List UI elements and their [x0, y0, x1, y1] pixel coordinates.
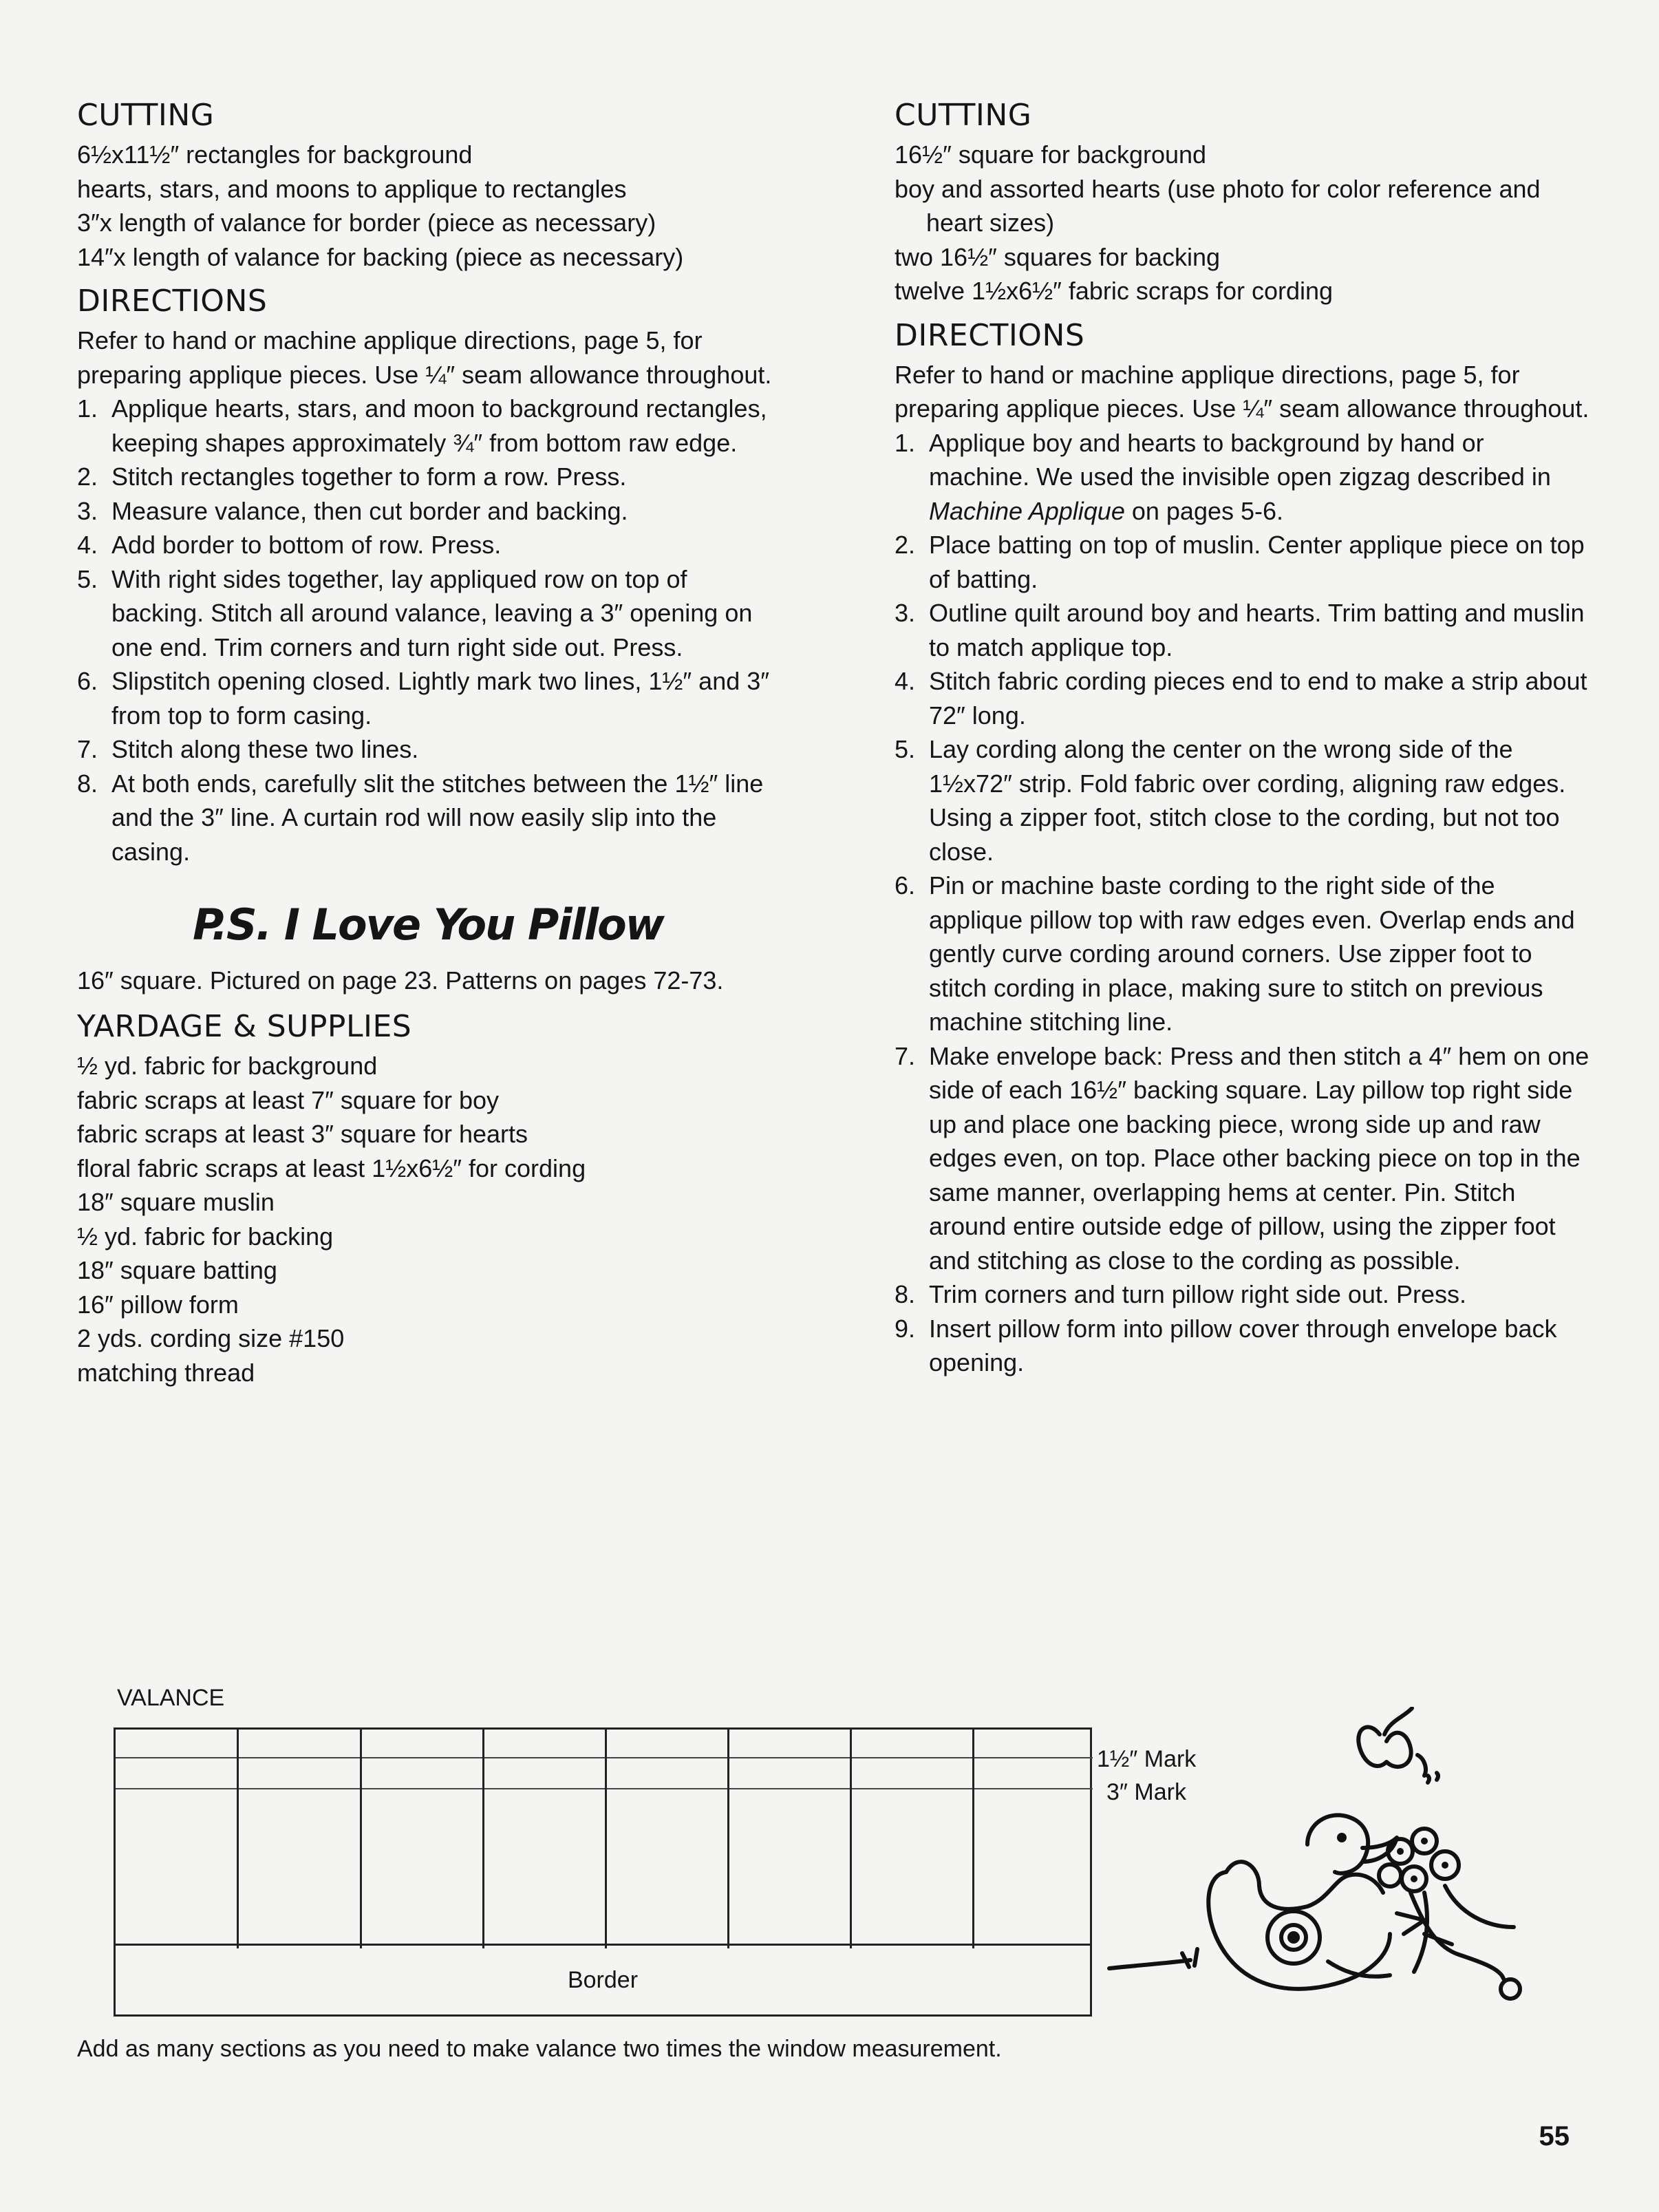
step-item: 9. Insert pillow form into pillow cover through envelope back opening. [895, 1314, 1557, 1376]
step-item: 2. Stitch rectangles together to form a row. Press. [77, 462, 627, 491]
border-section [116, 1944, 1090, 2014]
directions-intro: Refer to hand or machine applique directions, page 5, for preparing applique pieces. Use ¼″ seam allowance throughout. [77, 326, 772, 389]
section-divider [605, 1730, 607, 1948]
step-item: 1. Applique boy and hearts to background by hand or machine. We used the invisible open zigzag described in Machine Applique on pages 5-6. [895, 428, 1551, 525]
yardage-heading: YARDAGE & SUPPLIES [77, 1009, 412, 1044]
section-divider [972, 1730, 974, 1948]
yardage-line: 2 yds. cording size #150 [77, 1324, 345, 1352]
step-item: 6. Pin or machine baste cording to the right side of the applique pillow top with raw edges even. Overlap ends and gently curve cording around corners. Use zipper foot to stitch cording in place, making sure to stitch on previous machine stitching line. [895, 871, 1575, 1036]
section-divider [850, 1730, 852, 1948]
directions-heading: DIRECTIONS [77, 284, 268, 319]
step-item: 6. Slipstitch opening closed. Lightly mark two lines, 1½″ and 3″ from top to form casing. [77, 667, 770, 730]
directions-intro: Refer to hand or machine applique directions, page 5, for preparing applique pieces. Use ¼″ seam allowance throughout. [895, 360, 1590, 423]
cutting-line: two 16½″ squares for backing [895, 242, 1221, 271]
step-item: 4. Add border to bottom of row. Press. [77, 531, 502, 559]
duck-flower-illustration [1101, 1707, 1583, 2023]
step-item: 1. Applique hearts, stars, and moon to background rectangles, keeping shapes approximately ¾″ from bottom raw edge. [77, 394, 767, 457]
cutting-line: twelve 1½x6½″ fabric scraps for cording [895, 277, 1334, 305]
step-item: 4. Stitch fabric cording pieces end to end to make a strip about 72″ long. [895, 667, 1587, 730]
yardage-line: 18″ square batting [77, 1256, 277, 1284]
yardage-line: fabric scraps at least 7″ square for boy [77, 1085, 500, 1114]
step-item: 2. Place batting on top of muslin. Center applique piece on top of batting. [895, 531, 1585, 593]
border-label: Border [567, 1967, 639, 1993]
mark-label-2: 3″ Mark [1106, 1779, 1186, 1805]
directions-heading: DIRECTIONS [895, 317, 1085, 353]
step-item: 8. At both ends, carefully slit the stitches between the 1½″ line and the 3″ line. A curtain rod will now easily slip into the casing. [77, 769, 764, 866]
valance-footnote: Add as many sections as you need to make valance two times the window measurement. [77, 2036, 1002, 2062]
left-column [77, 96, 779, 1390]
section-divider [482, 1730, 484, 1948]
section-divider [237, 1730, 239, 1948]
cutting-list [895, 138, 1590, 308]
step-item: 3. Outline quilt around boy and hearts. Trim batting and muslin to match applique top. [895, 599, 1585, 661]
mark-label-1: 1½″ Mark [1097, 1746, 1197, 1772]
cutting-line: 16½″ square for background [895, 140, 1207, 169]
yardage-line: 18″ square muslin [77, 1188, 275, 1216]
pillow-subtitle: 16″ square. Pictured on page 23. Patterns on pages 72-73. [77, 966, 724, 995]
yardage-line: 16″ pillow form [77, 1290, 239, 1319]
valance-diagram-label: VALANCE [117, 1685, 225, 1711]
mark-line-1 [116, 1757, 1093, 1758]
step-item: 8. Trim corners and turn pillow right side out. Press. [895, 1280, 1466, 1308]
cutting-line: 6½x11½″ rectangles for background [77, 140, 473, 169]
mark-line-2 [116, 1788, 1093, 1789]
right-column [895, 96, 1590, 1380]
step-item: 3. Measure valance, then cut border and backing. [77, 496, 628, 525]
yardage-line: fabric scraps at least 3″ square for hearts [77, 1120, 528, 1148]
yardage-list [77, 1049, 779, 1390]
section-divider [727, 1730, 729, 1948]
cutting-line: boy and assorted hearts (use photo for color reference and heart sizes) [895, 174, 1541, 237]
yardage-line: ½ yd. fabric for backing [77, 1222, 334, 1251]
step-item: 5. Lay cording along the center on the wrong side of the 1½x72″ strip. Fold fabric over cording, aligning raw edges. Using a zipper foot, stitch close to the cording, but not too close. [895, 735, 1566, 866]
section-divider [360, 1730, 362, 1948]
directions-steps [895, 426, 1590, 1380]
cutting-line: hearts, stars, and moons to applique to rectangles [77, 174, 627, 203]
yardage-line: ½ yd. fabric for background [77, 1052, 378, 1080]
step-item: 5. With right sides together, lay appliqued row on top of backing. Stitch all around valance, leaving a 3″ opening on one end. Trim corners and turn right side out. Press. [77, 564, 753, 661]
cutting-heading: CUTTING [77, 98, 215, 133]
page-number: 55 [1539, 2121, 1570, 2151]
valance-diagram [114, 1727, 1092, 2017]
directions-steps [77, 392, 779, 869]
yardage-line: matching thread [77, 1358, 255, 1387]
pillow-title: P.S. I Love You Pillow [193, 900, 663, 950]
cutting-line: 14″x length of valance for backing (piece as necessary) [77, 242, 684, 271]
step-item: 7. Stitch along these two lines. [77, 735, 419, 763]
cutting-line: 3″x length of valance for border (piece as necessary) [77, 209, 656, 237]
cutting-heading: CUTTING [895, 98, 1032, 133]
step-item: 7. Make envelope back: Press and then stitch a 4″ hem on one side of each 16½″ backing square. Lay pillow top right side up and place one backing piece, wrong side up and raw edges even, on top. Place other backing piece on top in the same manner, overlapping hems at center. Pin. Stitch around entire outside edge of pillow, using the zipper foot and stitching as close to the cording as possible. [895, 1041, 1590, 1275]
yardage-line: floral fabric scraps at least 1½x6½″ for cording [77, 1153, 586, 1182]
cutting-list [77, 138, 779, 274]
